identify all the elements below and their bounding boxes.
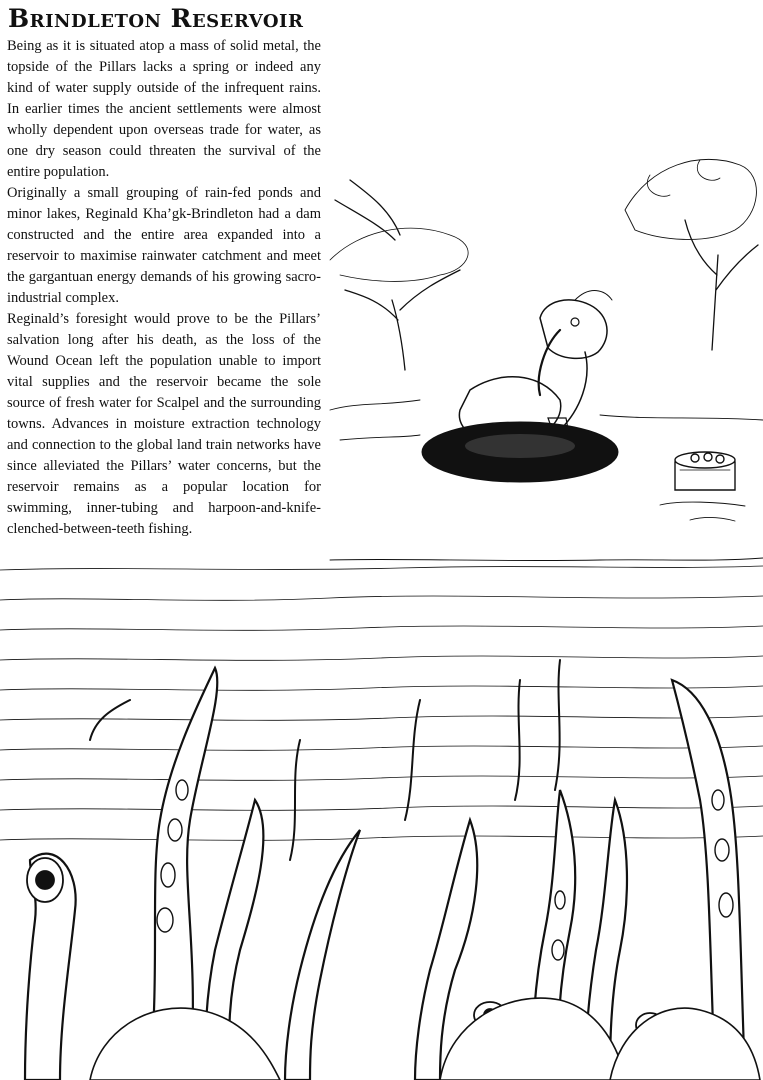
- paragraph-2: Originally a small grouping of rain-fed ponds and minor lakes, Reginald Kha’gk-Brindleton had a dam constructed and the entire area expanded into a reservoir to maximise rainwater catchment and meet the gargantuan energy demands of his growing sacro-industrial complex.: [7, 185, 321, 306]
- tree-icon: [330, 180, 468, 370]
- inner-tube-icon: [422, 422, 618, 482]
- cooler-icon: [675, 452, 735, 490]
- paragraph-1: Being as it is situated atop a mass of solid metal, the topside of the Pillars lacks a spring or indeed any kind of water supply outside of the infrequent rains. In earlier times the ancient settlements were almost wholly dependent upon overseas trade for water, as one dry season could threaten the survival of the entire population.: [7, 38, 321, 180]
- tentacle-icon: [25, 668, 745, 1080]
- paragraph-3: Reginald’s foresight would prove to be the Pillars’ salvation long after his death, as the loss of the Wound Ocean left the population unable to import vital supplies and the reservoir became the sole source of fresh water for Scalpel and the surrounding towns. Advances in moisture extraction technology and connection to the global land train networks have since alleviated the Pillars’ water concerns, but the reservoir remains as a popular location for swimming, inner-tubing and harpoon-and-knife-clenched-between-teeth fishing.: [7, 311, 321, 537]
- tree-icon: [625, 159, 758, 350]
- page-title: Brindleton Reservoir: [8, 4, 304, 33]
